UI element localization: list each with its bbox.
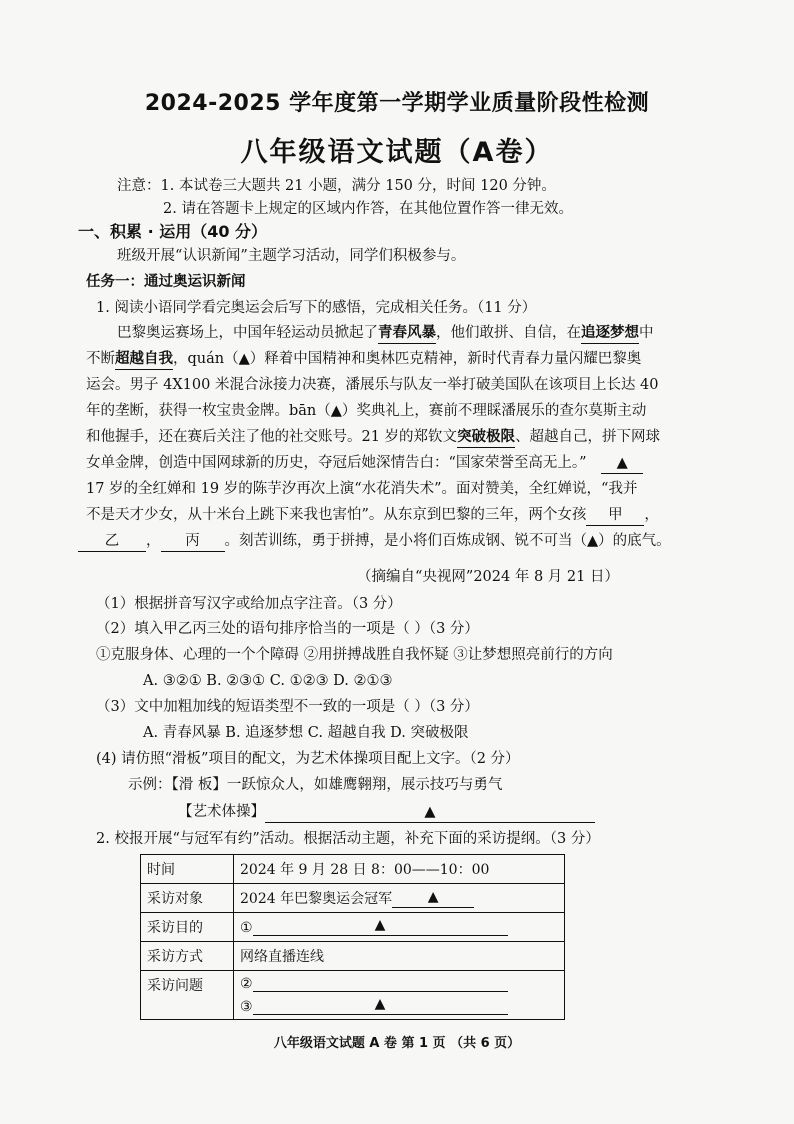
passage-text: 中 (639, 325, 654, 341)
passage-line-6 (86, 453, 643, 474)
answer-blank-quote[interactable]: ▲ (601, 453, 643, 474)
answer-blank-purpose[interactable] (253, 916, 508, 936)
phrase-chaoyue: 超越自我 (115, 349, 173, 370)
passage-line-8 (86, 505, 659, 526)
passage-line-5 (86, 427, 660, 448)
passage-line-1 (117, 323, 654, 344)
subq-4-label: 【艺术体操】 (178, 804, 265, 820)
passage-text: 巴黎奥运赛场上，中国年轻运动员掀起了 (117, 325, 378, 341)
passage-text: ，quán（▲）释着中国精神和奥林匹克精神，新时代青春力量闪耀巴黎奥 (173, 351, 642, 367)
passage-text: 不是天才少女，从十米台上跳下来我也害怕”。从东京到巴黎的三年，两个女孩 (86, 507, 587, 523)
passage-line-3: 运会。男子 4X100 米混合泳接力决赛，潘展乐与队友一举打破美国队在该项目上长达 40 (86, 377, 659, 393)
row-key: 采访目的 (141, 913, 234, 942)
task-heading: 任务一：通过奥运识新闻 (86, 274, 246, 290)
passage-text: 、超越自己，拼下网球 (515, 429, 661, 445)
table-row (141, 884, 565, 913)
subq-2-choices: A. ③②① B. ②③① C. ①②③ D. ②①③ (143, 673, 393, 689)
passage-source: （摘编自“央视网”2024 年 8 月 21 日） (357, 569, 619, 585)
row-key: 采访方式 (141, 942, 234, 971)
answer-blank-question-3[interactable] (253, 998, 508, 1015)
passage-line-7: 17 岁的全红婵和 19 岁的陈芋汐再次上演“水花消失术”。面对赞美，全红婵说，“我并 (86, 481, 638, 497)
row-value: 网络直播连线 (234, 942, 565, 971)
triangle-marker: ▲ (427, 889, 439, 905)
passage-line-9 (78, 531, 671, 552)
row-value: 2024 年巴黎奥运会冠军 (240, 891, 393, 907)
subq-3-choices: A. 青春风暴 B. 追逐梦想 C. 超越自我 D. 突破极限 (143, 725, 469, 741)
phrase-qingchun: 青春风暴 (378, 323, 436, 344)
table-row (141, 971, 565, 1020)
passage-text: 不断 (86, 351, 115, 367)
passage-text: ，他们敢拼、自信，在 (436, 325, 581, 341)
section-heading: 一、积累 · 运用（40 分） (78, 222, 268, 241)
row-value-cell (234, 913, 565, 942)
passage-text: 和他握手，还在赛后关注了他的社交账号。21 岁的郑钦文 (86, 429, 458, 445)
row-value: 2024 年 9 月 28 日 8：00——10：00 (234, 855, 565, 884)
exam-subtitle: 八年级语文试题（A卷） (240, 137, 554, 168)
table-row (141, 855, 565, 884)
row-key: 采访对象 (141, 884, 234, 913)
subq-4-fill-row (178, 802, 595, 823)
section-intro: 班级开展“认识新闻”主题学习活动，同学们积极参与。 (117, 248, 466, 264)
q2-prompt: 2. 校报开展“与冠军有约”活动。根据活动主题，补充下面的采访提纲。（3 分） (96, 831, 600, 847)
blank-bing[interactable]: 丙 (161, 531, 225, 552)
subq-4: (4) 请仿照“滑板”项目的配文，为艺术体操项目配上文字。（2 分） (96, 751, 520, 767)
row-key: 采访问题 (141, 971, 234, 1020)
passage-line-2 (86, 349, 641, 370)
note-2: 2. 请在答题卡上规定的区域内作答，在其他位置作答一律无效。 (163, 201, 573, 217)
table-row (141, 913, 565, 942)
row-value-cell (234, 971, 565, 1020)
row-key: 时间 (141, 855, 234, 884)
subq-1: （1）根据拼音写汉字或给加点字注音。（3 分） (96, 596, 402, 612)
answer-blank-question-2[interactable] (253, 975, 508, 992)
row-value: ② (240, 976, 253, 992)
note-1: 注意：1. 本试卷三大题共 21 小题，满分 150 分，时间 120 分钟。 (117, 178, 556, 194)
triangle-marker: ▲ (374, 916, 386, 933)
phrase-tupo: 突破极限 (457, 427, 515, 448)
row-value: ③ (240, 999, 253, 1015)
blank-jia[interactable]: 甲 (586, 505, 644, 526)
row-value-cell (234, 884, 565, 913)
blank-yi[interactable]: 乙 (78, 531, 146, 552)
subq-4-example: 示例：【滑 板】一跃惊众人，如雄鹰翱翔，展示技巧与勇气 (128, 777, 503, 793)
passage-text: ， (644, 507, 659, 523)
subq-2: （2）填入甲乙丙三处的语句排序恰当的一项是（ ）（3 分） (96, 621, 479, 637)
row-value: ① (240, 919, 253, 936)
page-footer: 八年级语文试题 A 卷 第 1 页 （共 6 页） (273, 1036, 521, 1051)
q1-prompt: 1. 阅读小语同学看完奥运会后写下的感悟，完成相关任务。（11 分） (96, 300, 537, 316)
exam-title: 2024-2025 学年度第一学期学业质量阶段性检测 (144, 91, 650, 116)
triangle-marker: ▲ (374, 996, 386, 1012)
table-row (141, 942, 565, 971)
subq-2-options: ①克服身体、心理的一个个障碍 ②用拼搏战胜自我怀疑 ③让梦想照亮前行的方向 (96, 647, 613, 663)
answer-blank-target[interactable] (392, 891, 474, 908)
subq-3: （3）文中加粗加线的短语类型不一致的一项是（ ）（3 分） (96, 699, 479, 715)
answer-blank-art[interactable]: ▲ (265, 802, 595, 823)
interview-outline-table (140, 854, 565, 1020)
passage-text: 。刻苦训练，勇于拼搏，是小将们百炼成钢、锐不可当（▲）的底气。 (224, 533, 671, 549)
passage-text: ， (146, 533, 161, 549)
passage-text: 女单金牌，创造中国网球新的历史，夺冠后她深情告白：“国家荣誉至高无上。” (86, 455, 587, 471)
passage-line-4: 年的垄断，获得一枚宝贵金牌。bān（▲）奖典礼上，赛前不理睬潘展乐的查尔莫斯主动 (86, 403, 647, 419)
phrase-zhuizhu: 追逐梦想 (581, 323, 639, 344)
